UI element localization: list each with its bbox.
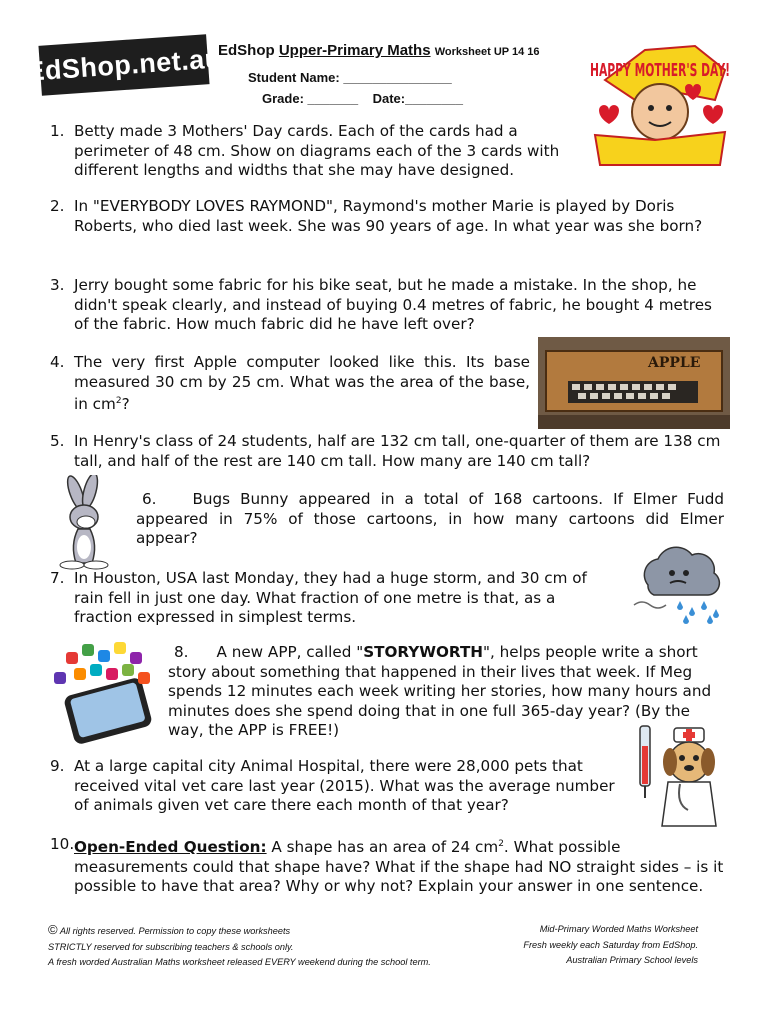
question-6: 6. Bugs Bunny appeared in a total of 168 cartoons. If Elmer Fudd appeared in 75% of those cartoons, in how many cartoons did Elmer appear? bbox=[136, 490, 724, 548]
storm-cloud-image bbox=[620, 545, 732, 625]
footer-right-line-2: Fresh weekly each Saturday from EdShop. bbox=[523, 939, 698, 950]
edshop-logo: EdShop.net.au bbox=[38, 34, 209, 96]
footer-left bbox=[48, 922, 508, 971]
footer-right-line-1: Mid-Primary Worded Maths Worksheet bbox=[539, 924, 698, 934]
footer-left-line-2: STRICTLY reserved for subscribing teachers & schools only. bbox=[48, 941, 294, 952]
footer-left-line-3: A fresh worded Australian Maths worksheet released EVERY weekend during the school term. bbox=[48, 957, 431, 967]
question-9: 9. At a large capital city Animal Hospital, there were 28,000 pets that received vital vet care last year (2015). What was the average number of animals given vet care there each month of that year? bbox=[50, 757, 615, 815]
apple-label: APPLE bbox=[648, 355, 701, 371]
phone-apps-image bbox=[48, 638, 158, 748]
question-8: 8. A new APP, called "STORYWORTH", helps people write a short story about something that happened in their lives that week. If Meg spends 12 minutes each week writing her stories, how many hours and minutes does she spend doing that in one full 365-day year? (By the way, the APP is FREE!) bbox=[168, 643, 712, 740]
apple-computer-image bbox=[538, 337, 730, 429]
open-ended-heading: Open-Ended Question: bbox=[74, 838, 267, 857]
grade-field: Grade: _______ bbox=[262, 91, 359, 106]
banner-happy: HAPPY MOTHER'S DAY! bbox=[590, 60, 730, 81]
worksheet-title: EdShop Upper-Primary Maths Worksheet UP 14 16 bbox=[218, 42, 540, 59]
question-5: 5. In Henry's class of 24 students, half are 132 cm tall, one-quarter of them are 138 cm tall, and half of the rest are 140 cm tall. How many are 140 cm tall? bbox=[50, 432, 721, 470]
date-field: Date:________ bbox=[372, 91, 463, 106]
student-name-field: Student Name: _______________ bbox=[248, 70, 452, 85]
question-3: 3. Jerry bought some fabric for his bike seat, but he made a mistake. In the shop, he didn't speak clearly, and instead of buying 0.4 metres of fabric, he bought 4 metres of the fabric. How much fabric did he have left over? bbox=[50, 276, 712, 334]
footer-right bbox=[470, 922, 698, 969]
bugs-bunny-image bbox=[48, 475, 128, 570]
question-4: 4. The very first Apple computer looked like this. Its base measured 30 cm by 25 cm. What was the area of the base, in $cm^2$? bbox=[50, 353, 530, 414]
copyright-symbol: © bbox=[48, 922, 58, 937]
question-1: 1. Betty made 3 Mothers' Day cards. Each of the cards had a perimeter of 48 cm. Show on diagrams each of the 3 cards with different lengths and widths that she may have designed. bbox=[50, 122, 560, 180]
storyworth-name: STORYWORTH bbox=[363, 643, 484, 661]
question-2: 2. In "EVERYBODY LOVES RAYMOND", Raymond's mother Marie is played by Doris Roberts, who died last week. She was 90 years of age. In what year was she born? bbox=[50, 197, 703, 235]
footer-right-line-3: Australian Primary School levels bbox=[566, 955, 698, 965]
mothers-day-image bbox=[585, 40, 735, 170]
grade-date-line bbox=[262, 91, 463, 106]
question-10: 10. Open-Ended Question: A shape has an area of 24 $cm^2$. What possible measurements could that shape have? What if the shape had NO straight sides – is it possible to have that area? Why or why not? Explain your answer in one sentence. bbox=[50, 835, 724, 896]
footer-left-line-1: © All rights reserved. Permission to copy these worksheets bbox=[48, 922, 291, 937]
vet-dog-image bbox=[622, 718, 734, 830]
question-7: 7. In Houston, USA last Monday, they had a huge storm, and 30 cm of rain fell in just one day. What fraction of one metre is that, as a fraction expressed in simplest terms. bbox=[50, 569, 587, 627]
